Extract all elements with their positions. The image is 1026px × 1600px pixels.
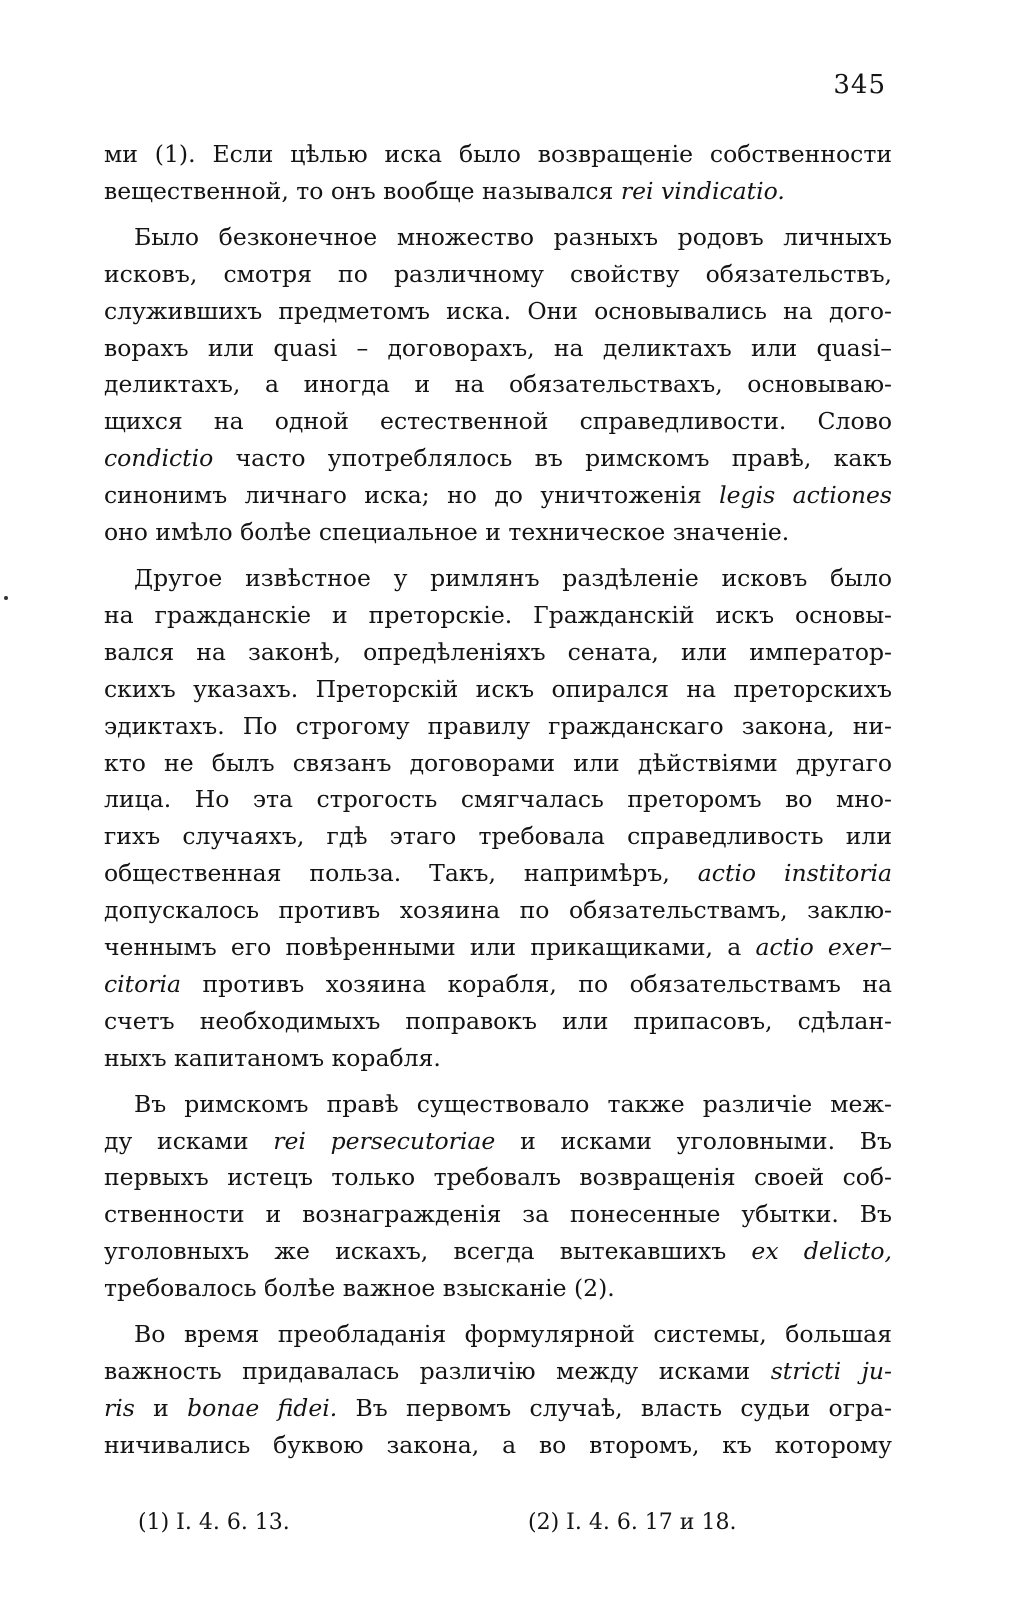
text-line: citoria противъ хозяина корабля, по обязательствамъ на (104, 969, 892, 998)
margin-speck (4, 596, 8, 600)
text-line: Во время преобладанiя формулярной системы, большая (134, 1320, 892, 1349)
text-line: кто не былъ связанъ договорами или дѣйствiями другаго (104, 748, 892, 777)
latin-term: rei vindicatio. (620, 176, 785, 205)
latin-term: bonae fidei. (187, 1393, 338, 1422)
text-line: на гражданскiе и преторскiе. Гражданскiй искъ основы- (104, 600, 892, 629)
text-line: Въ римскомъ правѣ существовало также различiе меж- (134, 1089, 892, 1118)
text-line: требовалось болѣе важное взысканiе (2). (104, 1274, 615, 1303)
text-line: Было безконечное множество разныхъ родовъ личныхъ (134, 222, 892, 251)
page-number: 345 (833, 70, 886, 100)
text-line: скихъ указахъ. Преторскiй искъ опирался на преторскихъ (104, 674, 892, 703)
text-line: ворахъ или quasi – договорахъ, на деликтахъ или quasi– (104, 333, 892, 362)
latin-term: ex delicto, (751, 1237, 892, 1266)
text-line: ченнымъ его повѣренными или прикащиками, а actio exer– (104, 933, 892, 962)
text-line: condictio часто употреблялось въ римскомъ правѣ, какъ (104, 444, 892, 473)
text-line: ду исками rei persecutoriae и исками уголовными. Въ (104, 1126, 892, 1155)
text-line: вался на законѣ, опредѣленiяхъ сената, или император- (104, 637, 892, 666)
latin-term: ris (104, 1393, 135, 1422)
text-line: исковъ, смотря по различному свойству обязательствъ, (104, 259, 892, 288)
text-line: служившихъ предметомъ иска. Они основывались на дого- (104, 296, 892, 325)
latin-term: stricti ju- (770, 1357, 892, 1385)
text-line: первыхъ истецъ только требовалъ возвращенiя своей соб- (104, 1163, 892, 1192)
text-line: ris и bonae fidei. Въ первомъ случаѣ, власть судьи огра- (104, 1393, 892, 1422)
text-line: синонимъ личнаго иска; но до уничтоженiя legis actiones (104, 481, 892, 510)
text-line: эдиктахъ. По строгому правилу гражданскаго закона, ни- (104, 711, 892, 740)
text-line: ственности и вознагражденiя за понесенные убытки. Въ (104, 1200, 892, 1229)
text-line: ми (1). Если цѣлью иска было возвращенiе собственности (104, 140, 892, 168)
text-line: щихся на одной естественной справедливости. Слово (104, 407, 892, 436)
text-line: деликтахъ, а иногда и на обязательствахъ, основываю- (104, 370, 892, 399)
text-line: оно имѣло болѣе специальное и техническое значенiе. (104, 518, 790, 547)
text-line: допускалось противъ хозяина по обязательствамъ, заклю- (104, 896, 892, 925)
latin-term: legis actiones (719, 481, 892, 510)
latin-term: condictio (104, 444, 214, 473)
latin-term: rei persecutoriae (273, 1126, 496, 1155)
text-line: вещественной, то онъ вообще назывался rei vindicatio. (104, 176, 785, 205)
latin-term: citoria (104, 969, 182, 998)
text-line: гихъ случаяхъ, гдѣ этаго требовала справедливость или (104, 822, 892, 851)
footnote-1: (1) I. 4. 6. 13. (138, 1510, 290, 1535)
text-line: Другое извѣстное у римлянъ раздѣленiе исковъ было (134, 563, 892, 592)
text-line: уголовныхъ же искахъ, всегда вытекавшихъ ex delicto, (104, 1237, 892, 1266)
text-line: ныхъ капитаномъ корабля. (104, 1043, 441, 1072)
text-line: ничивались буквою закона, а во второмъ, къ которому (104, 1430, 892, 1459)
body-text (104, 136, 892, 1464)
text-line: общественная польза. Такъ, напримѣръ, actio institoria (104, 859, 892, 888)
text-line: счетъ необходимыхъ поправокъ или припасовъ, сдѣлан- (104, 1006, 892, 1035)
latin-term: actio institoria (697, 859, 892, 888)
text-line: лица. Но эта строгость смягчалась преторомъ во мно- (104, 785, 892, 814)
footnote-2: (2) I. 4. 6. 17 и 18. (528, 1510, 737, 1535)
latin-term: actio exer– (755, 933, 892, 962)
text-line: важность придавалась различiю между исками stricti ju- (104, 1357, 892, 1385)
